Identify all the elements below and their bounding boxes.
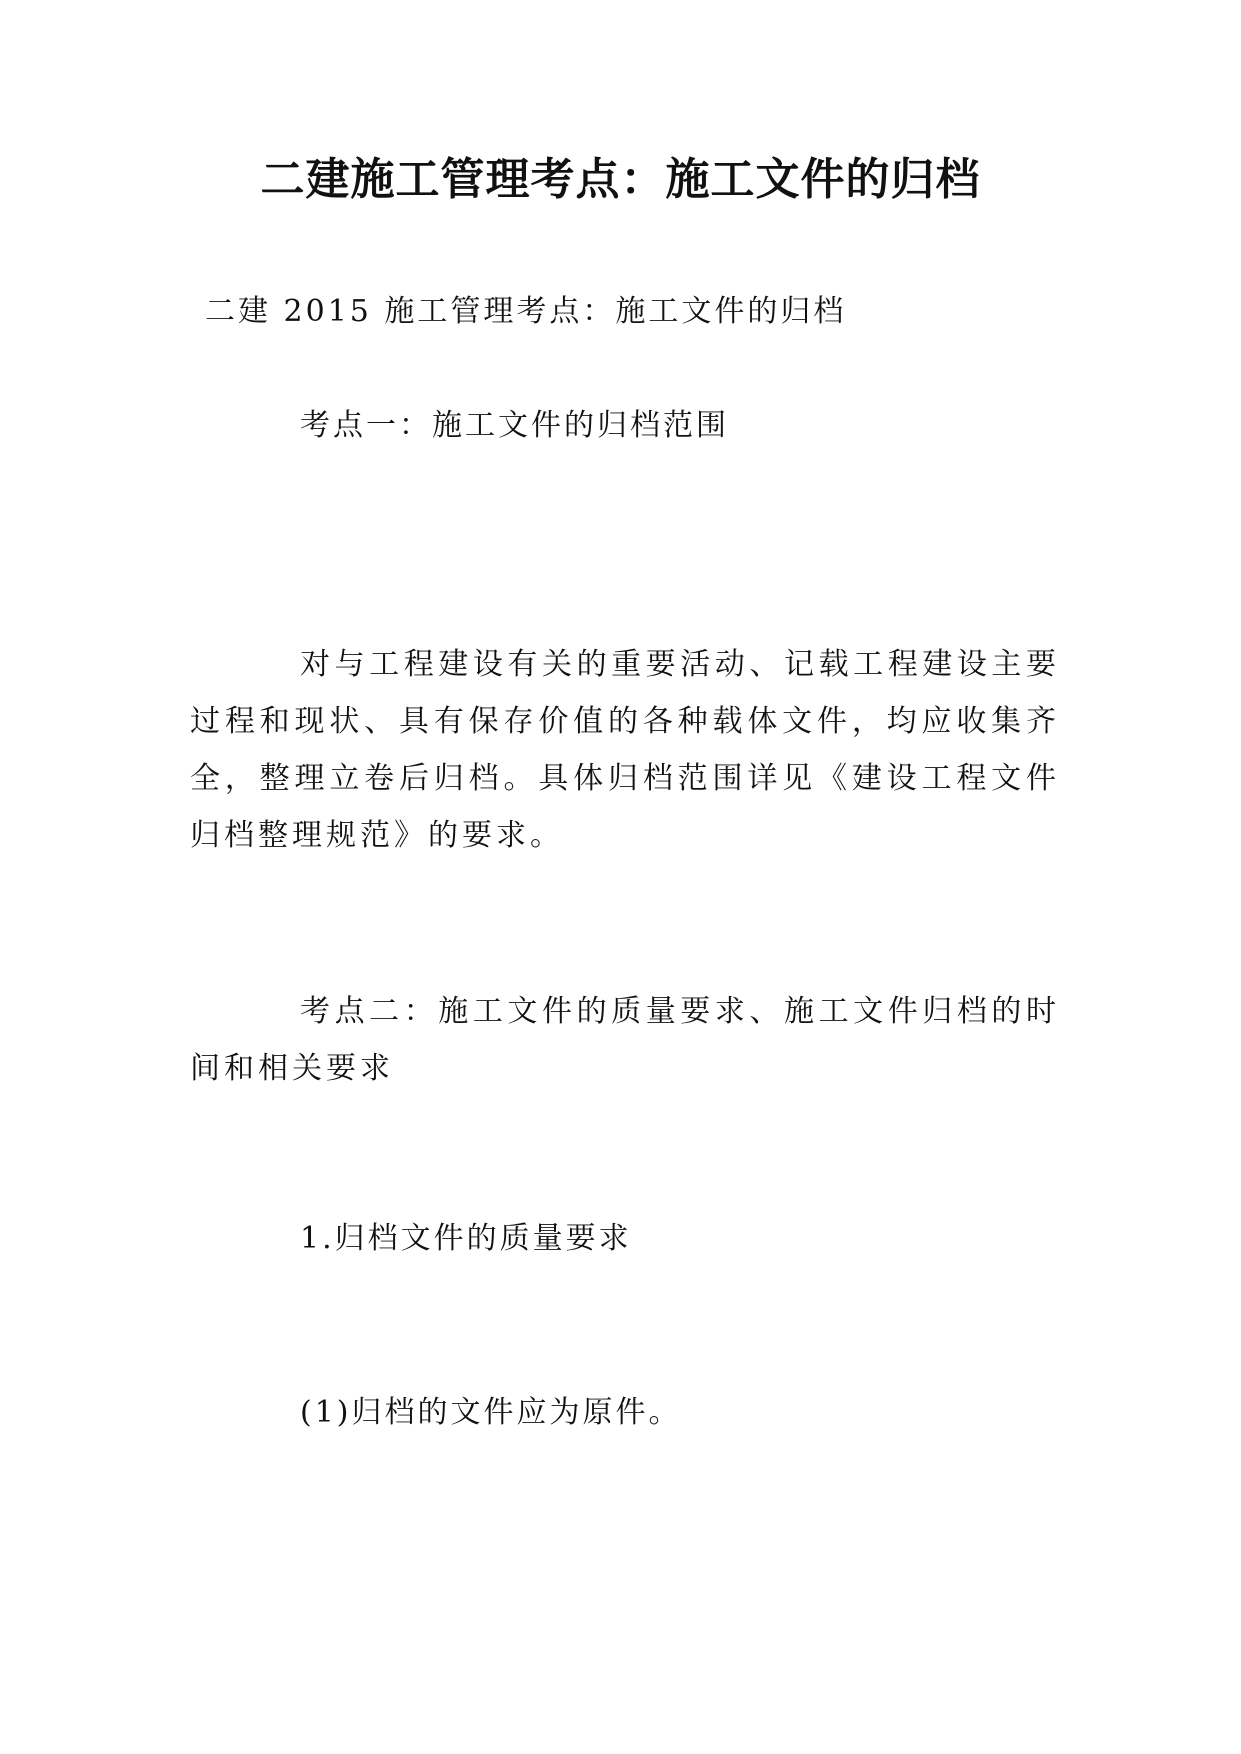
document-title: 二建施工管理考点：施工文件的归档 xyxy=(260,154,981,205)
item-1-heading: 1.归档文件的质量要求 xyxy=(300,1221,632,1256)
section-1-heading: 考点一：施工文件的归档范围 xyxy=(300,408,729,443)
section-2-heading: 考点二：施工文件的质量要求、施工文件归档的时间和相关要求 xyxy=(190,994,1060,1086)
section-1-body: 对与工程建设有关的重要活动、记载工程建设主要过程和现状、具有保存价值的各种载体文件，均应收集齐全，整理立卷后归档。具体归档范围详见《建设工程文件归档整理规范》的要求。 xyxy=(190,647,1060,853)
document-subtitle: 二建 2015 施工管理考点：施工文件的归档 xyxy=(205,294,847,329)
item-1-point-1: (1)归档的文件应为原件。 xyxy=(300,1395,682,1430)
